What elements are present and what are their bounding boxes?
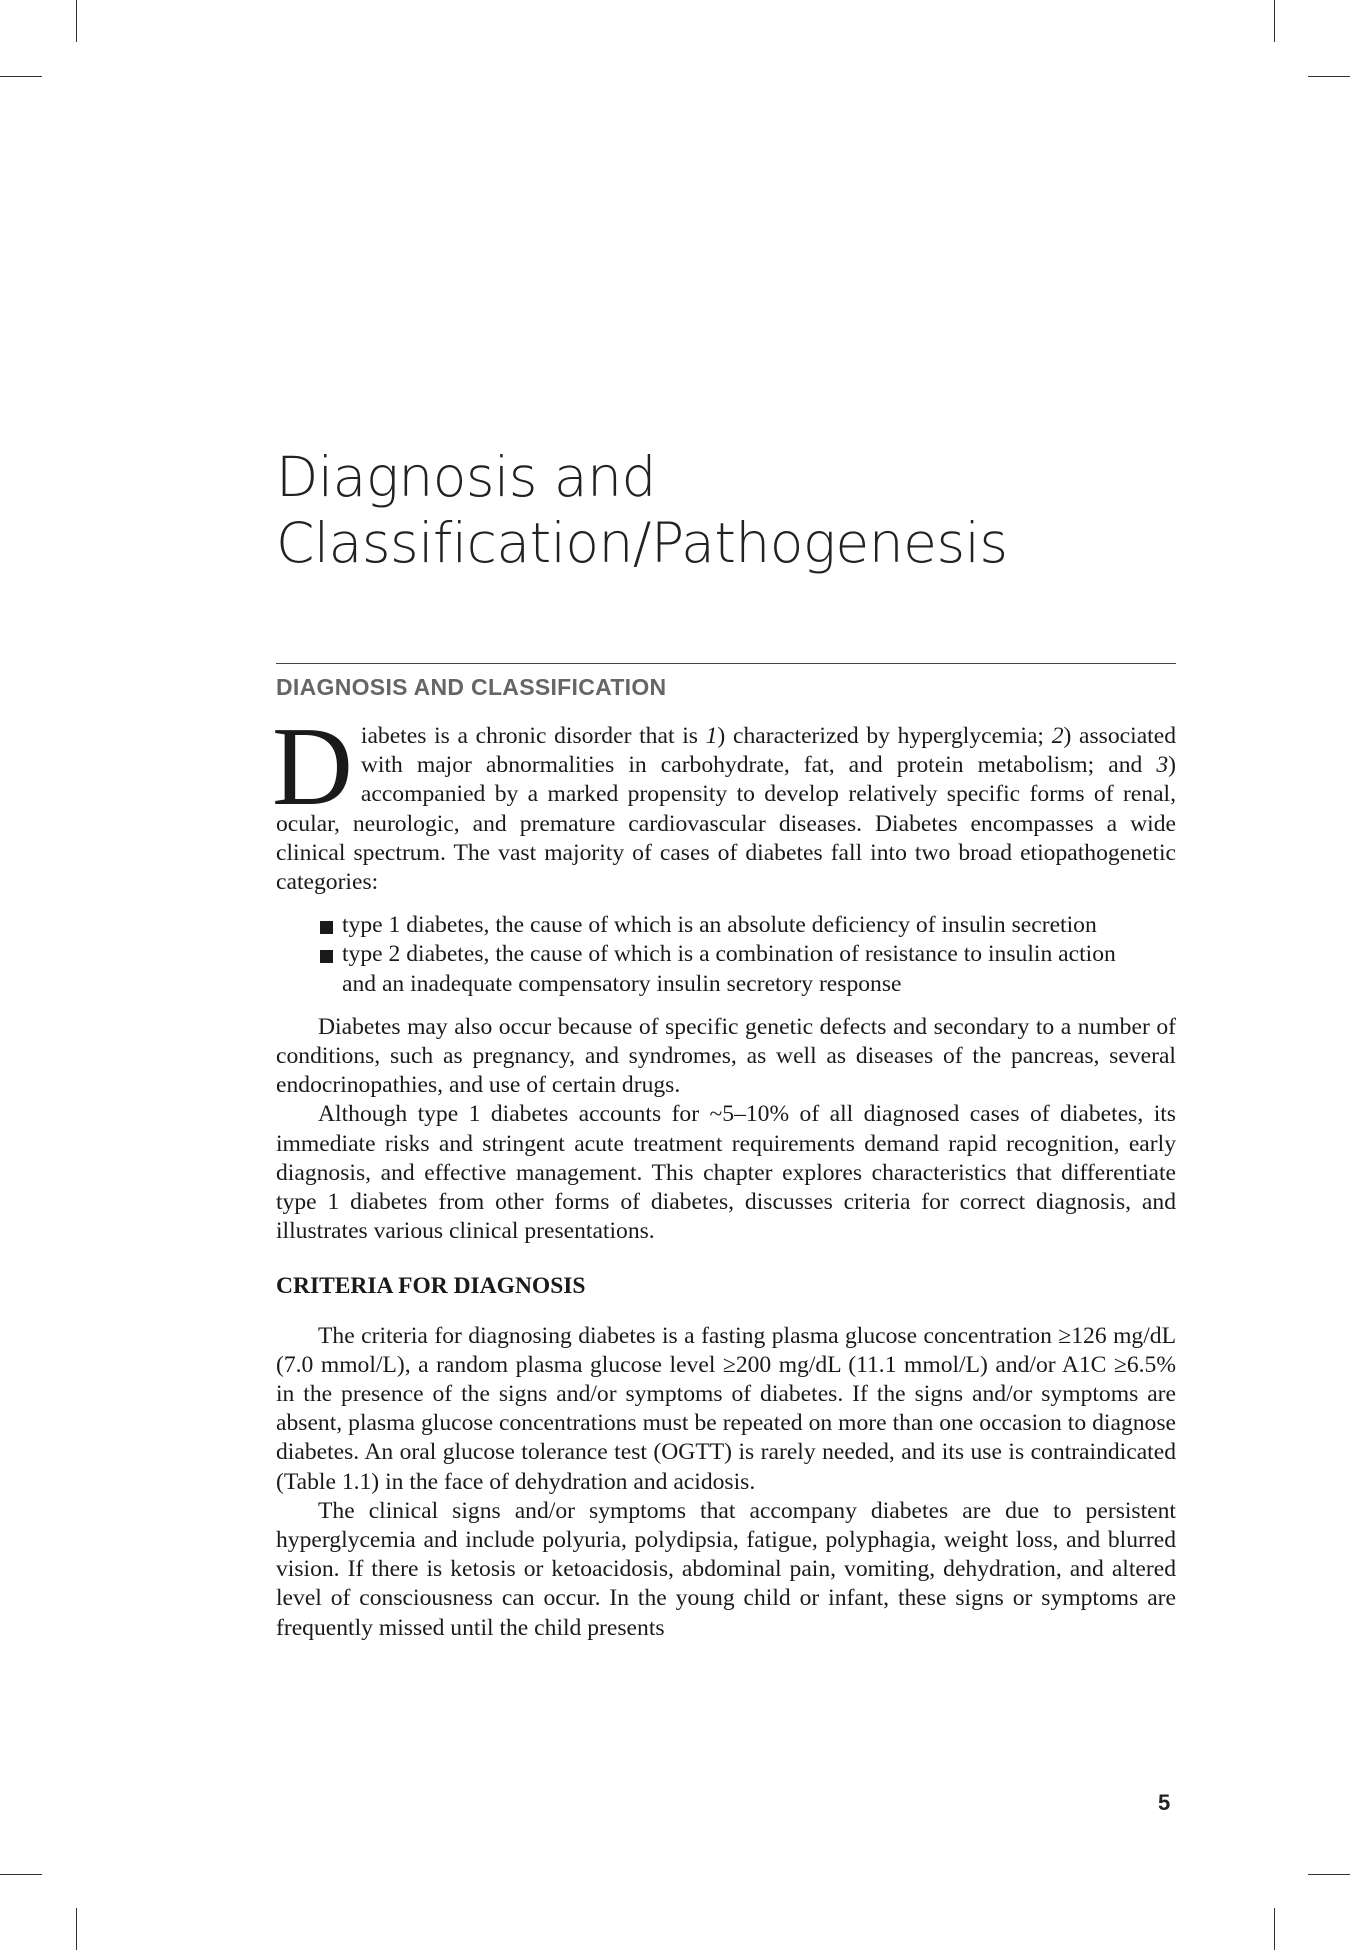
- intro-paragraph: Diabetes is a chronic disorder that is 1) characterized by hyperglycemia; 2) associated with major abnormalities in carbohydrate, fat, and protein metabolism; and 3) accompanied by a marked propensity to develop relatively specific forms of renal, ocular, neurologic, and premature cardiovascular diseases. Diabetes encompasses a wide clinical spectrum. The vast majority of cases of diabetes fall into two broad etiopathogenetic categories:: [272, 705, 1176, 896]
- paragraph: Diabetes may also occur because of specific genetic defects and secondary to a number of conditions, such as pregnancy, and syndromes, as well as diseases of the pancreas, several endocrinopathies, and use of certain drugs.: [276, 1013, 1176, 1099]
- crop-mark-bottom-left-vertical: [76, 1908, 77, 1950]
- crop-mark-top-left-vertical: [76, 0, 77, 42]
- paragraph: Although type 1 diabetes accounts for ~5–10% of all diagnosed cases of diabetes, its immediate risks and stringent acute treatment requirements demand rapid recognition, early diagnosis, and effective management. This chapter explores characteristics that differentiate type 1 diabetes from other forms of diabetes, discusses criteria for correct diagnosis, and illustrates various clinical presentations.: [276, 1101, 1176, 1245]
- list-item: type 1 diabetes, the cause of which is an absolute deficiency of insulin secretion: [342, 911, 1136, 940]
- section-heading: DIAGNOSIS AND CLASSIFICATION: [276, 674, 667, 700]
- drop-cap: D: [272, 705, 353, 829]
- crop-mark-top-right-horizontal: [1308, 76, 1350, 77]
- crop-mark-top-right-vertical: [1274, 0, 1275, 42]
- square-bullet-icon: [320, 921, 333, 934]
- crop-mark-top-left-horizontal: [0, 76, 42, 77]
- page-number: 5: [1158, 1790, 1171, 1815]
- paragraph: The clinical signs and/or symptoms that accompany diabetes are due to persistent hyperglycemia and include polyuria, polydipsia, fatigue, polyphagia, weight loss, and blurred vision. If there is ketosis or ketoacidosis, abdominal pain, vomiting, dehydration, and altered level of consciousness can occur. In the young child or infant, these signs or symptoms are frequently missed until the child presents: [276, 1497, 1176, 1641]
- crop-mark-bottom-right-vertical: [1274, 1908, 1275, 1950]
- criteria-heading: CRITERIA FOR DIAGNOSIS: [276, 1273, 586, 1300]
- square-bullet-icon: [320, 950, 333, 963]
- crop-mark-bottom-right-horizontal: [1308, 1874, 1350, 1875]
- body-text: [272, 705, 1176, 1643]
- section-rule: [276, 663, 1176, 664]
- category-list: [276, 911, 1136, 999]
- chapter-title-line-2: Classification/Pathogenesis: [276, 511, 1008, 575]
- list-item: type 2 diabetes, the cause of which is a combination of resistance to insulin action and an inadequate compensatory insulin secretory response: [342, 940, 1136, 998]
- chapter-title-line-1: Diagnosis and: [276, 445, 656, 509]
- crop-mark-bottom-left-horizontal: [0, 1874, 42, 1875]
- chapter-title: [276, 444, 1176, 576]
- paragraph: The criteria for diagnosing diabetes is a fasting plasma glucose concentration ≥126 mg/dL (7.0 mmol/L), a random plasma glucose level ≥200 mg/dL (11.1 mmol/L) and/or A1C ≥6.5% in the presence of the signs and/or symptoms of diabetes. If the signs and/or symptoms are absent, plasma glucose concentrations must be repeated on more than one occasion to diagnose diabetes. An oral glucose tolerance test (OGTT) is rarely needed, and its use is contraindicated (Table 1.1) in the face of dehydration and acidosis.: [276, 1322, 1176, 1495]
